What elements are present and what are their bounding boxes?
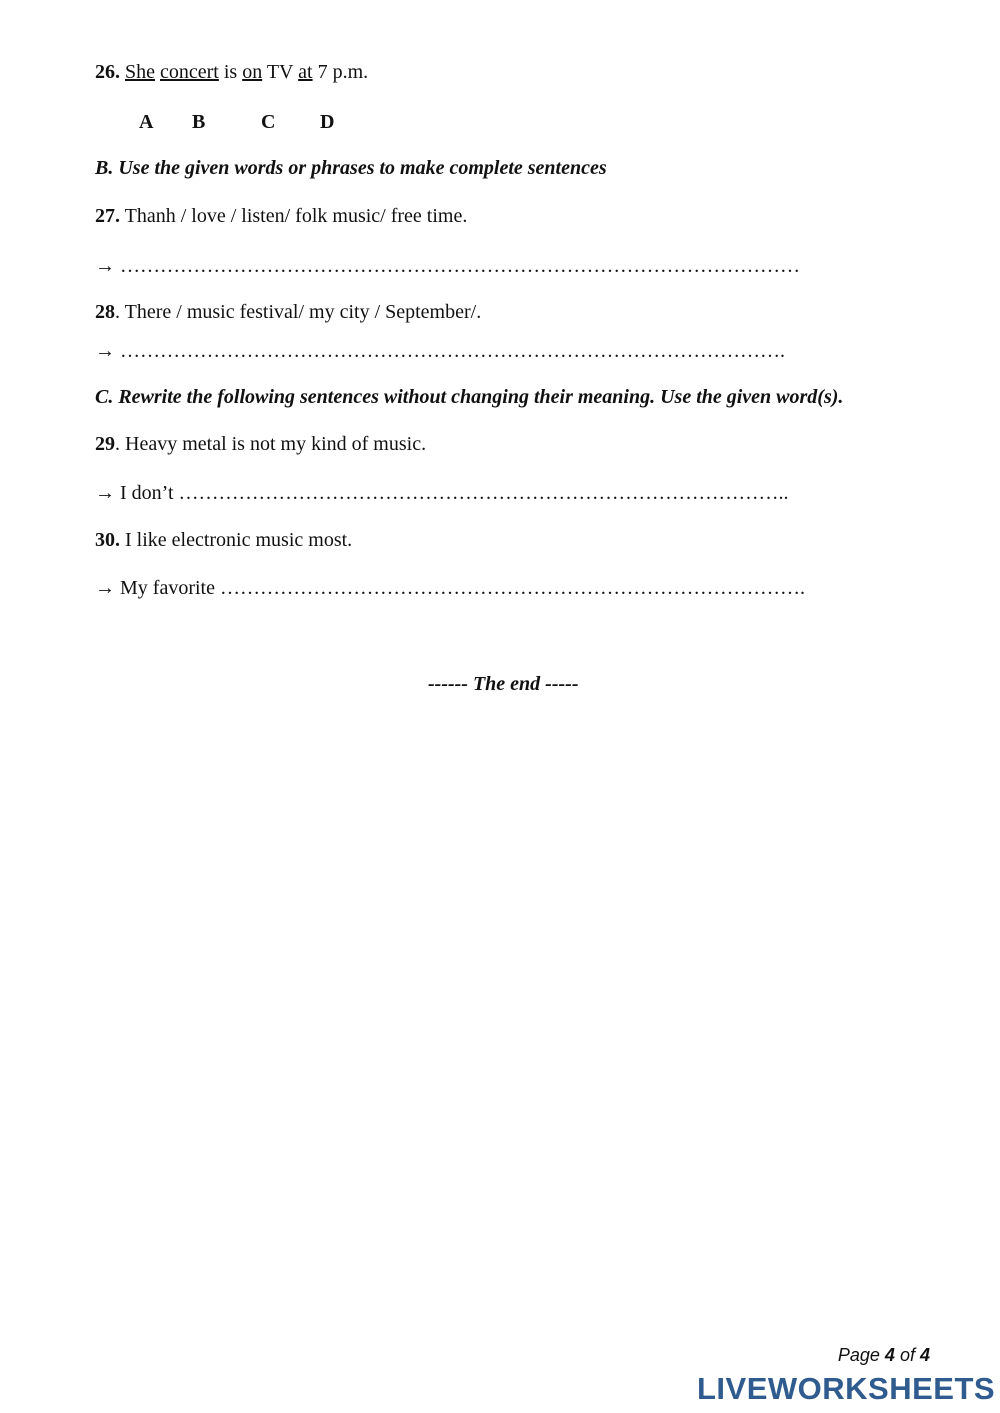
liveworksheets-logo-icon	[692, 1376, 694, 1402]
answer-line-27[interactable]: → …………………………………………………………………………………………	[95, 255, 800, 277]
question-number: 26.	[95, 61, 120, 83]
end-text: ------ The end -----	[428, 673, 579, 695]
question-30	[95, 528, 352, 552]
question-number: 28	[95, 301, 115, 323]
text-segment: TV	[262, 61, 299, 83]
total-pages: 4	[919, 1345, 930, 1365]
brand-name: LIVEWORKSHEETS	[697, 1371, 996, 1406]
question-28	[95, 300, 481, 324]
text-segment: 7 p.m.	[312, 61, 369, 83]
page-number	[838, 1345, 930, 1366]
question-number: 27.	[95, 205, 120, 227]
option-a: A	[139, 111, 154, 133]
question-text: Thanh / love / listen/ folk music/ free time.	[120, 205, 468, 227]
text-segment: is	[218, 61, 243, 83]
question-number: 30.	[95, 529, 120, 551]
liveworksheets-brand[interactable]	[692, 1371, 996, 1406]
option-b: B	[192, 111, 206, 133]
answer-line-30[interactable]: → My favorite …………………………………………………………………………….	[95, 577, 805, 599]
question-text: . There / music festival/ my city / September/.	[115, 301, 482, 323]
page-word: Page	[837, 1345, 880, 1365]
answer-line-28[interactable]: → ……………………………………………………………………………………….	[95, 340, 785, 362]
question-26	[95, 60, 368, 84]
underlined-word-b: concert	[160, 61, 219, 83]
question-27	[95, 204, 467, 228]
underlined-word-a: She	[125, 61, 155, 83]
question-number: 29	[95, 433, 115, 455]
option-c: C	[261, 111, 276, 133]
underlined-word-c: on	[242, 61, 263, 83]
question-text: . Heavy metal is not my kind of music.	[115, 433, 427, 455]
question-text: I like electronic music most.	[120, 529, 353, 551]
answer-line-29[interactable]: → I don’t ………………………………………………………………………………..	[95, 482, 789, 504]
question-29	[95, 432, 426, 456]
of-word: of	[899, 1345, 915, 1365]
section-b-heading: B. Use the given words or phrases to make complete sentences	[95, 157, 607, 179]
section-c-heading: C. Rewrite the following sentences without changing their meaning. Use the given word(s).	[95, 386, 844, 408]
underlined-word-d: at	[298, 61, 313, 83]
option-d: D	[320, 111, 335, 133]
current-page: 4	[884, 1345, 895, 1365]
